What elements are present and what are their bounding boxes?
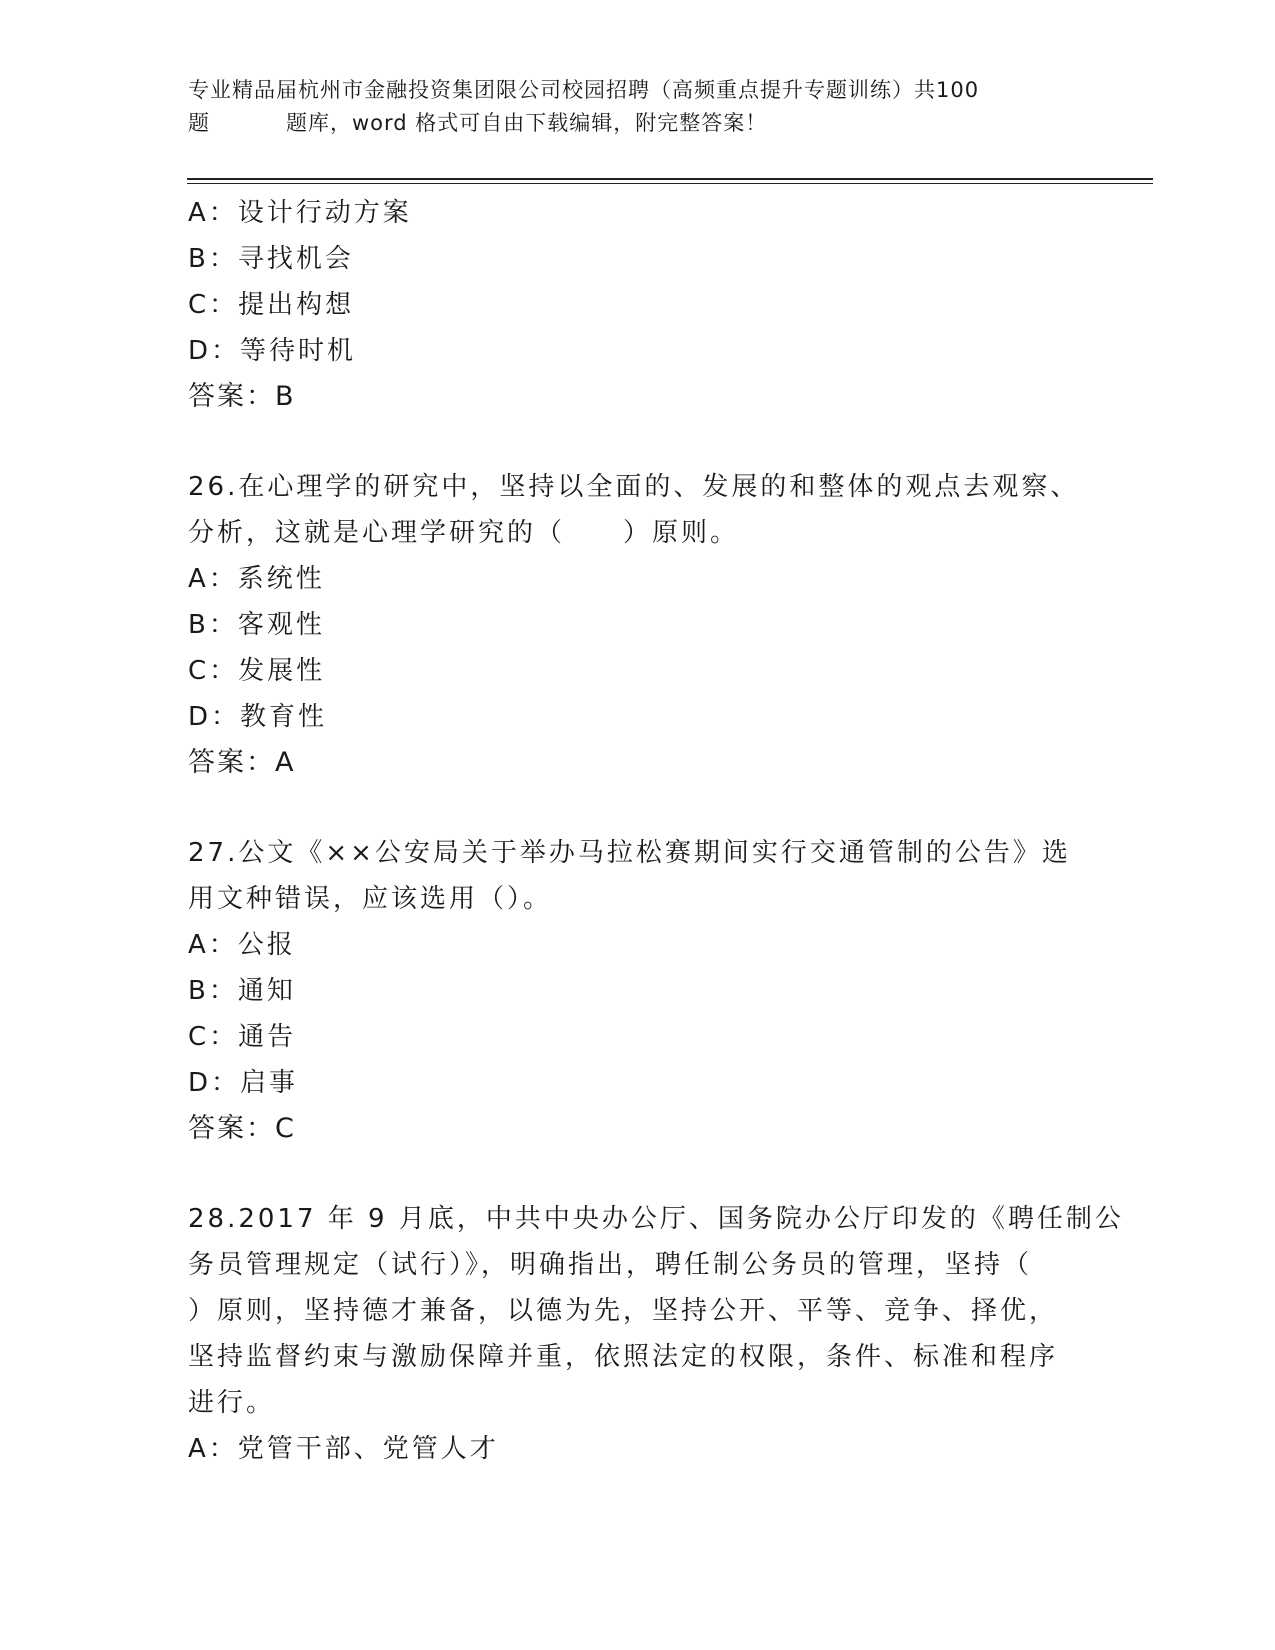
answer: 答案：B (188, 381, 296, 412)
option-b: B：寻找机会 (188, 244, 354, 274)
header-rule-thick (187, 178, 1153, 180)
question-stem: 坚持监督约束与激励保障并重，依照法定的权限，条件、标准和程序 (188, 1342, 1059, 1372)
header-rule-thin (187, 183, 1153, 184)
question-stem: 分析，这就是心理学研究的（ ）原则。 (188, 518, 740, 548)
page-header (188, 74, 1088, 140)
question-stem: 27.公文《××公安局关于举办马拉松赛期间实行交通管制的公告》选 (188, 838, 1071, 868)
header-title-line1: 专业精品届杭州市金融投资集团限公司校园招聘（高频重点提升专题训练）共100 (188, 78, 980, 102)
header-line2-start: 题 (188, 111, 210, 135)
question-stem: ）原则，坚持德才兼备，以德为先，坚持公开、平等、竞争、择优， (188, 1296, 1059, 1326)
question-stem: 进行。 (188, 1388, 276, 1418)
question-26 (188, 464, 1088, 786)
header-title-line2 (188, 107, 1088, 140)
question-stem: 28.2017 年 9 月底，中共中央办公厅、国务院办公厅印发的《聘任制公 (188, 1204, 1124, 1234)
question-stem: 务员管理规定（试行）》，明确指出，聘任制公务员的管理，坚持（ (188, 1250, 1033, 1280)
option-a: A：系统性 (188, 564, 325, 594)
option-d: D：教育性 (188, 702, 328, 732)
option-a: A：党管干部、党管人才 (188, 1434, 499, 1464)
option-c: C：提出构想 (188, 290, 355, 320)
option-a: A：公报 (188, 930, 296, 960)
option-d: D：启事 (188, 1068, 299, 1098)
option-a: A：设计行动方案 (188, 198, 412, 228)
question-stem: 用文种错误，应该选用（）。 (188, 884, 553, 914)
question-28 (188, 1196, 1124, 1472)
question-27 (188, 830, 1088, 1152)
question-content (188, 190, 1124, 1472)
option-b: B：通知 (188, 976, 296, 1006)
question-25-tail (188, 190, 1088, 420)
answer: 答案：C (188, 1113, 296, 1144)
option-d: D：等待时机 (188, 336, 357, 366)
answer: 答案：A (188, 747, 296, 778)
option-c: C：通告 (188, 1022, 297, 1052)
option-c: C：发展性 (188, 656, 326, 686)
option-b: B：客观性 (188, 610, 325, 640)
header-line2-rest: 题库，word 格式可自由下载编辑，附完整答案！ (286, 111, 768, 135)
question-stem: 26.在心理学的研究中，坚持以全面的、发展的和整体的观点去观察、 (188, 472, 1080, 502)
